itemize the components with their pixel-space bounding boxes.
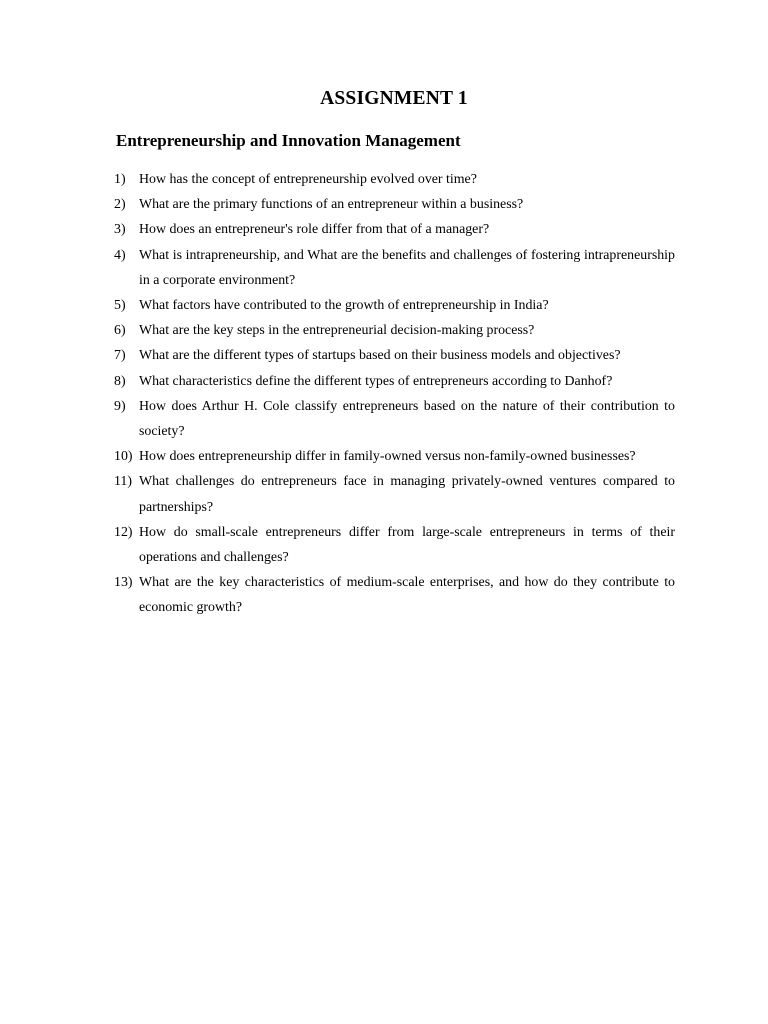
question-number: 7) — [114, 348, 126, 364]
question-text: How has the concept of entrepreneurship evolved over time? — [139, 172, 477, 187]
question-text: What are the key steps in the entrepreneurial decision-making process? — [139, 323, 535, 339]
question-text: How does an entrepreneur's role differ from that of a manager? — [139, 222, 490, 238]
page-subtitle: Entrepreneurship and Innovation Management — [116, 131, 461, 150]
question-text: What characteristics define the different types of entrepreneurs according to Danhof? — [139, 373, 613, 389]
question-number: 9) — [114, 398, 126, 414]
question-text: How does entrepreneurship differ in family-owned versus non-family-owned businesses? — [139, 449, 636, 465]
question-text: What challenges do entrepreneurs face in managing privately-owned ventures compared to partnerships? — [139, 474, 675, 515]
question-number: 12) — [114, 524, 133, 540]
question-number: 4) — [114, 247, 126, 263]
question-list — [114, 167, 675, 621]
question-number: 6) — [114, 323, 126, 339]
question-text: What are the key characteristics of medium-scale enterprises, and how do they contribute to economic growth? — [139, 575, 675, 616]
question-item — [114, 570, 675, 620]
question-item — [114, 520, 675, 570]
question-item — [114, 469, 675, 519]
question-text: What are the different types of startups based on their business models and objectives? — [139, 348, 621, 364]
question-number: 3) — [114, 222, 126, 238]
question-text: What is intrapreneurship, and What are the benefits and challenges of fostering intrapreneurship in a corporate environment? — [139, 247, 675, 288]
page-title: ASSIGNMENT 1 — [320, 88, 468, 109]
question-number: 10) — [114, 449, 133, 465]
question-text: How do small-scale entrepreneurs differ from large-scale entrepreneurs in terms of their operations and challenges? — [139, 524, 675, 566]
question-text: How does Arthur H. Cole classify entrepreneurs based on the nature of their contribution to society? — [139, 398, 675, 440]
question-number: 8) — [114, 373, 126, 389]
question-item — [114, 243, 675, 293]
question-number: 11) — [114, 474, 133, 490]
question-item — [114, 318, 675, 343]
question-item — [114, 217, 675, 242]
question-number: 13) — [114, 575, 133, 591]
question-item — [114, 167, 675, 192]
question-number: 5) — [114, 298, 126, 314]
question-item — [114, 293, 675, 318]
question-item — [114, 369, 675, 394]
question-item — [114, 394, 675, 444]
question-item — [114, 343, 675, 368]
question-number: 1) — [114, 172, 126, 187]
question-number: 2) — [114, 197, 126, 213]
question-item — [114, 192, 675, 217]
question-item — [114, 444, 675, 469]
question-text: What are the primary functions of an entrepreneur within a business? — [139, 197, 524, 213]
question-text: What factors have contributed to the growth of entrepreneurship in India? — [139, 298, 549, 314]
